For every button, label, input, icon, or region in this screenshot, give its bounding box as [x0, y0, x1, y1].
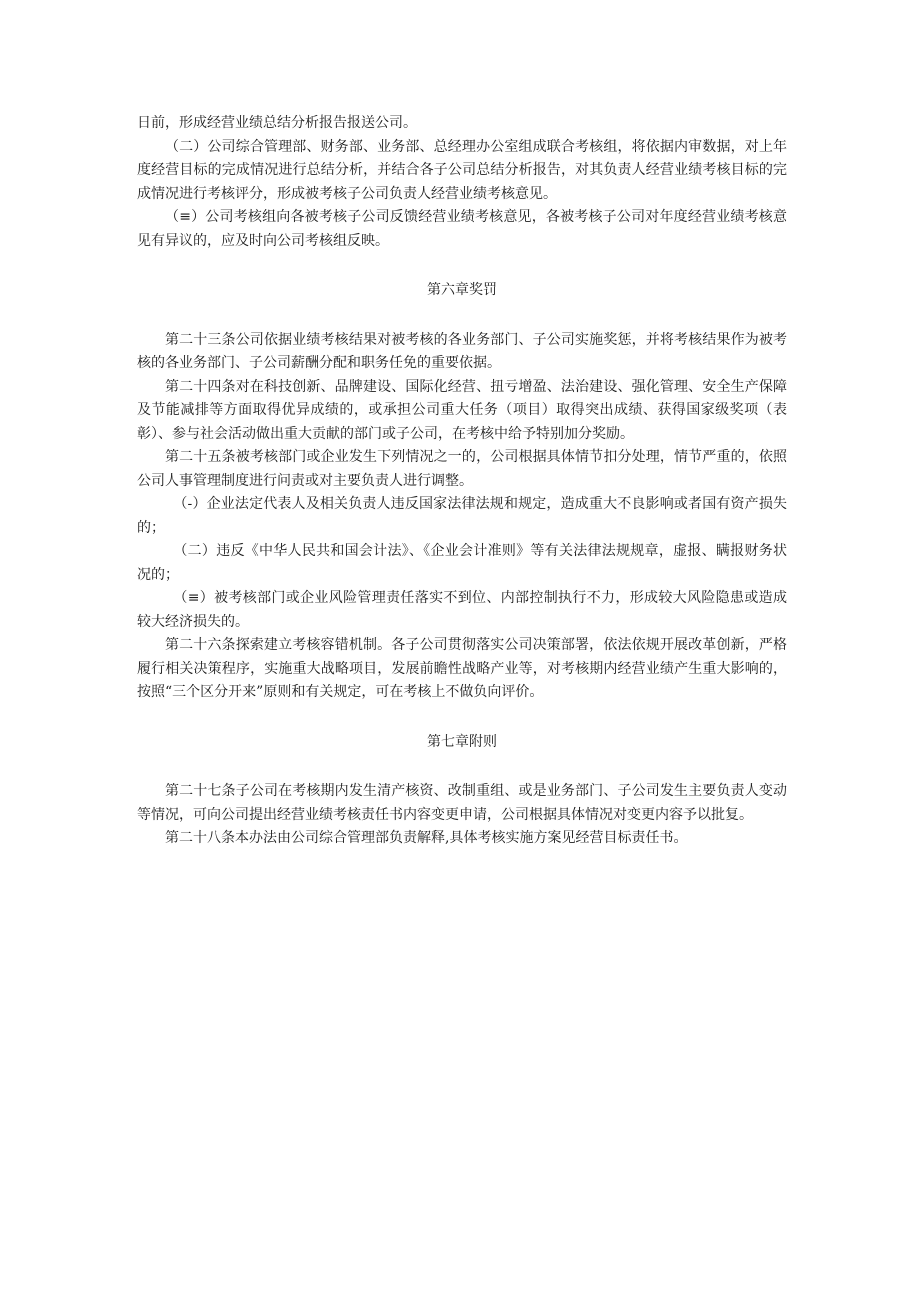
chapter-heading-6: 第六章奖罚 — [427, 282, 497, 298]
document-body — [137, 112, 787, 851]
paragraph-item-3: （≡）公司考核组向各被考核子公司反馈经营业绩考核意见，各被考核子公司对年度经营业绩考核意见有异议的，应及时向公司考核组反映。 — [137, 209, 787, 249]
paragraph-item-2: （二）公司综合管理部、财务部、业务部、总经理办公室组成联合考核组，将依据内审数据，对上年度经营目标的完成情况进行总结分析，并结合各子公司总结分析报告，对其负责人经营业绩考核目标的完成情况进行考核评分，形成被考核子公司负责人经营业绩考核意见。 — [137, 138, 787, 202]
article-27: 第二十七条子公司在考核期内发生清产核资、改制重组、或是业务部门、子公司发生主要负责人变动等情况，可向公司提出经营业绩考核责任书内容变更申请，公司根据具体情况对变更内容予以批复。 — [137, 783, 787, 823]
article-23: 第二十三条公司依据业绩考核结果对被考核的各业务部门、子公司实施奖惩，并将考核结果作为被考核的各业务部门、子公司薪酬分配和职务任免的重要依据。 — [137, 331, 787, 371]
article-24: 第二十四条对在科技创新、品牌建设、国际化经营、扭亏增盈、法治建设、强化管理、安全生产保障及节能减排等方面取得优异成绩的，或承担公司重大任务（项目）取得突出成绩、获得国家级奖项（表彰）、参与社会活动做出重大贡献的部门或子公司，在考核中给予特别加分奖励。 — [137, 378, 787, 442]
article-25-item-3: （≡）被考核部门或企业风险管理责任落实不到位、内部控制执行不力，形成较大风险隐患或造成较大经济损失的。 — [137, 590, 787, 630]
article-25-item-1: （-）企业法定代表人及相关负责人违反国家法律法规和规定，造成重大不良影响或者国有资产损失的； — [137, 496, 787, 536]
article-26: 第二十六条探索建立考核容错机制。各子公司贯彻落实公司决策部署，依法依规开展改革创新，严格履行相关决策程序，实施重大战略项目，发展前瞻性战略产业等，对考核期内经营业绩产生重大影响的，按照“三个区分开来”原则和有关规定，可在考核上不做负向评价。 — [137, 637, 787, 700]
article-25-item-2: （二）违反《中华人民共和国会计法》、《企业会计准则》等有关法律法规规章，虚报、瞒报财务状况的； — [137, 543, 787, 583]
article-25: 第二十五条被考核部门或企业发生下列情况之一的，公司根据具体情节扣分处理，情节严重的，依照公司人事管理制度进行问责或对主要负责人进行调整。 — [137, 449, 787, 489]
article-28: 第二十八条本办法由公司综合管理部负责解释,具体考核实施方案见经营目标责任书。 — [165, 830, 688, 846]
paragraph-continuation: 日前，形成经营业绩总结分析报告报送公司。 — [137, 115, 417, 131]
chapter-heading-7: 第七章附则 — [427, 733, 497, 750]
